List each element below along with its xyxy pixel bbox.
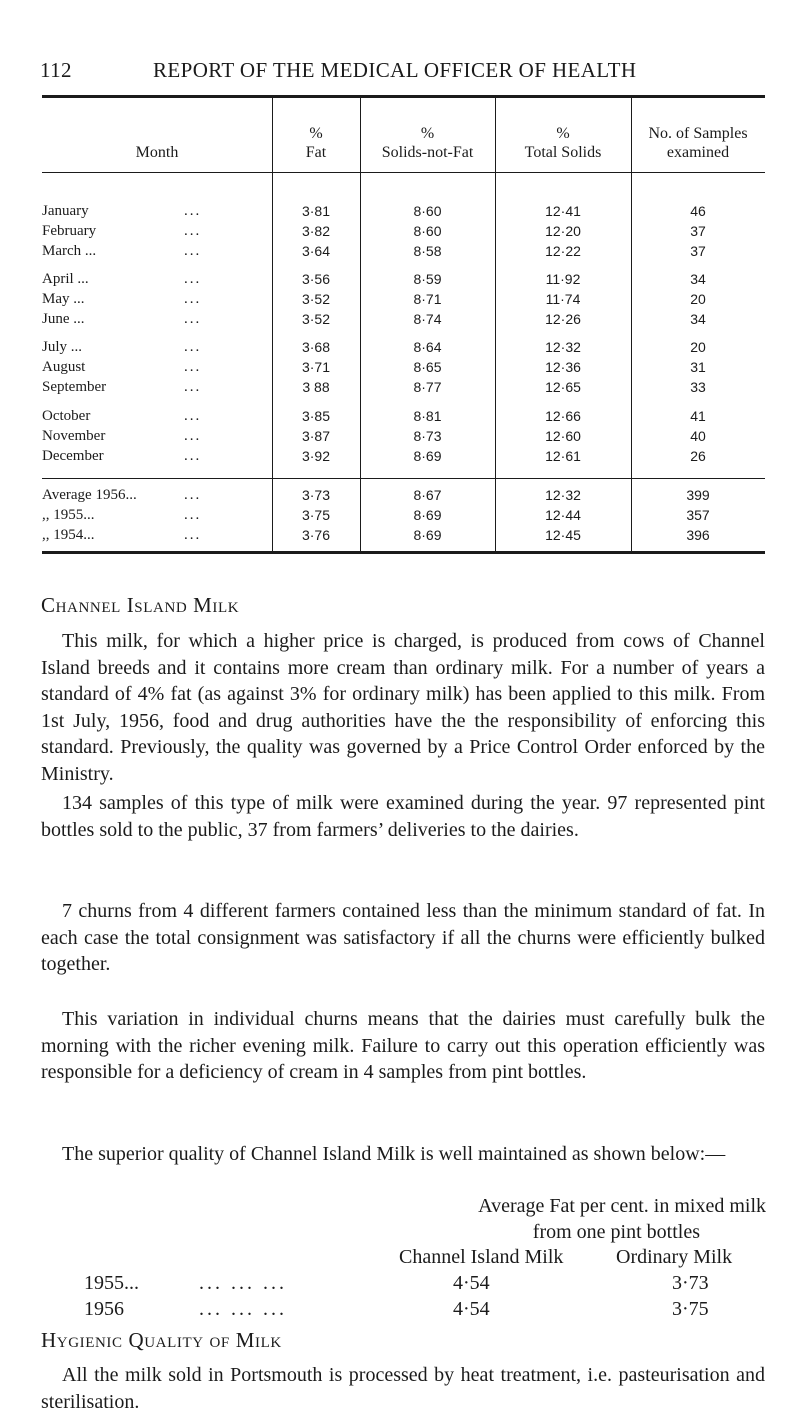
cell-total: 12·41	[545, 203, 581, 219]
cell-total: 12·22	[545, 243, 581, 259]
cell-total: 11·92	[545, 271, 581, 287]
header-total-solids: % Total Solids	[524, 125, 602, 161]
table-row	[42, 448, 765, 468]
row-label-text: October	[42, 408, 91, 424]
cell-fat: 3·64	[301, 243, 331, 259]
comparison-dots: ... ... ...	[199, 1298, 287, 1320]
cell-samples: 33	[690, 379, 706, 395]
paragraph: All the milk sold in Portsmouth is processed by heat treatment, i.e. pasteurisation and sterilisation.	[41, 1364, 765, 1413]
cell-samples: 37	[690, 223, 706, 239]
table-row	[42, 359, 765, 379]
cell-fat: 3·87	[301, 428, 331, 444]
leader-dots: ...	[184, 243, 202, 259]
table-row	[42, 428, 765, 448]
header-solids-not-fat: % Solids-not-Fat	[381, 125, 474, 161]
cell-samples: 40	[690, 428, 706, 444]
comparison-channel: 4·54	[453, 1272, 490, 1294]
comparison-year: 1955...	[84, 1272, 139, 1294]
cell-total: 12·66	[545, 408, 581, 424]
leader-dots: ...	[184, 311, 202, 327]
cell-snf: 8·69	[413, 448, 442, 464]
row-label-text: June ...	[42, 311, 85, 327]
table-row	[42, 291, 765, 311]
paragraph: 134 samples of this type of milk were examined during the year. 97 represented pint bottles sold to the public, 37 from farmers’ deliveries to the dairies.	[41, 792, 765, 841]
cell-snf: 8·77	[413, 379, 442, 395]
cell-snf: 8·60	[413, 223, 442, 239]
cell-snf: 8·60	[413, 203, 442, 219]
cell-samples: 20	[690, 339, 706, 355]
cell-total: 12·20	[545, 223, 581, 239]
leader-dots: ...	[184, 339, 202, 355]
leader-dots: ...	[184, 359, 202, 375]
table-bottom-rule	[42, 551, 765, 554]
cell-samples: 31	[690, 359, 706, 375]
cell-total: 12·45	[545, 527, 581, 543]
table-row	[42, 379, 765, 399]
row-label-text: February	[42, 223, 97, 239]
cell-total: 12·60	[545, 428, 581, 444]
comparison-channel: 4·54	[453, 1298, 490, 1320]
paragraph: This variation in individual churns means that the dairies must carefully bulk the morning with the richer evening milk. Failure to carry out this operation efficiently was responsible for a deficiency of cream in 4 samples from pint bottles.	[41, 1008, 765, 1083]
cell-snf: 8·64	[413, 339, 442, 355]
cell-samples: 357	[686, 507, 710, 523]
row-label-text: January	[42, 203, 89, 219]
leader-dots: ...	[184, 428, 202, 444]
average-row	[42, 487, 765, 507]
leader-dots: ...	[184, 487, 202, 503]
row-label-text: ,, 1955...	[42, 507, 95, 523]
cell-total: 12·61	[545, 448, 581, 464]
cell-fat: 3·56	[301, 271, 331, 287]
cell-samples: 396	[686, 527, 710, 543]
table-average-rule	[42, 478, 765, 479]
header-fat: % Fat	[305, 125, 327, 161]
cell-total: 12·32	[545, 339, 581, 355]
leader-dots: ...	[184, 223, 202, 239]
leader-dots: ...	[184, 448, 202, 464]
cell-snf: 8·65	[413, 359, 442, 375]
comparison-column-headers	[84, 1246, 774, 1272]
header-samples: No. of Samples examined	[648, 125, 748, 161]
cell-fat: 3·68	[301, 339, 331, 355]
col-ordinary: Ordinary Milk	[616, 1246, 733, 1268]
comparison-caption: Average Fat per cent. in mixed milk	[478, 1195, 766, 1217]
comparison-row	[84, 1272, 774, 1298]
cell-total: 12·36	[545, 359, 581, 375]
table-row	[42, 408, 765, 428]
comparison-ordinary: 3·73	[672, 1272, 709, 1294]
leader-dots: ...	[184, 291, 202, 307]
table-row	[42, 203, 765, 223]
cell-total: 12·32	[545, 487, 581, 503]
cell-fat: 3·75	[301, 507, 331, 523]
comparison-row	[84, 1298, 774, 1324]
row-label-text: Average 1956...	[42, 487, 137, 503]
row-label-text: April ...	[42, 271, 89, 287]
cell-snf: 8·73	[413, 428, 442, 444]
section-heading-hygienic: Hygienic Quality of Milk	[41, 1328, 282, 1352]
leader-dots: ...	[184, 271, 202, 287]
cell-samples: 26	[690, 448, 706, 464]
cell-snf: 8·71	[413, 291, 442, 307]
comparison-caption: from one pint bottles	[532, 1221, 700, 1243]
cell-fat: 3 88	[302, 379, 330, 395]
cell-fat: 3·52	[301, 311, 331, 327]
paragraph: 7 churns from 4 different farmers contained less than the minimum standard of fat. In each case the total consignment was satisfactory if all the churns were efficiently bulked together.	[41, 900, 765, 975]
page-number: 112	[40, 58, 72, 82]
cell-total: 12·44	[545, 507, 581, 523]
row-label-text: May ...	[42, 291, 85, 307]
cell-fat: 3·82	[301, 223, 331, 239]
row-label-text: December	[42, 448, 104, 464]
cell-total: 11·74	[545, 291, 581, 307]
comparison-dots: ... ... ...	[199, 1272, 287, 1294]
cell-fat: 3·81	[301, 203, 331, 219]
row-label-text: ,, 1954...	[42, 527, 95, 543]
cell-fat: 3·76	[301, 527, 331, 543]
table-row	[42, 243, 765, 263]
cell-samples: 41	[690, 408, 706, 424]
paragraph: The superior quality of Channel Island Milk is well maintained as shown below:—	[62, 1143, 726, 1165]
table-row	[42, 311, 765, 331]
cell-samples: 34	[690, 311, 706, 327]
leader-dots: ...	[184, 527, 202, 543]
leader-dots: ...	[184, 203, 202, 219]
cell-samples: 20	[690, 291, 706, 307]
average-row	[42, 527, 765, 547]
cell-total: 12·26	[545, 311, 581, 327]
cell-samples: 37	[690, 243, 706, 259]
cell-snf: 8·58	[413, 243, 442, 259]
cell-snf: 8·69	[413, 507, 442, 523]
paragraph: This milk, for which a higher price is charged, is produced from cows of Channel Island breeds and it contains more cream than ordinary milk. For a number of years a standard of 4% fat (as against 3% for ordinary milk) has been applied to this milk. From 1st July, 1956, food and drug authorities have the the responsibility of enforcing this standard. Previously, the quality was governed by a Price Control Order enforced by the Ministry.	[41, 630, 765, 785]
cell-snf: 8·67	[413, 487, 442, 503]
header-month: Month	[135, 144, 179, 161]
cell-snf: 8·59	[413, 271, 442, 287]
page-title: REPORT OF THE MEDICAL OFFICER OF HEALTH	[153, 58, 637, 82]
cell-snf: 8·69	[413, 527, 442, 543]
cell-fat: 3·85	[301, 408, 331, 424]
leader-dots: ...	[184, 507, 202, 523]
leader-dots: ...	[184, 379, 202, 395]
cell-total: 12·65	[545, 379, 581, 395]
cell-samples: 46	[690, 203, 706, 219]
average-row	[42, 507, 765, 527]
cell-fat: 3·73	[301, 487, 331, 503]
row-label-text: March ...	[42, 243, 97, 259]
row-label-text: July ...	[42, 339, 83, 355]
row-label-text: August	[42, 359, 86, 375]
cell-fat: 3·92	[301, 448, 331, 464]
row-label-text: September	[42, 379, 107, 395]
row-label-text: November	[42, 428, 106, 444]
cell-samples: 34	[690, 271, 706, 287]
section-heading-channel-island: Channel Island Milk	[41, 593, 240, 617]
cell-samples: 399	[686, 487, 710, 503]
table-row	[42, 339, 765, 359]
comparison-year: 1956	[84, 1298, 124, 1320]
table-header-rule	[42, 172, 765, 173]
cell-snf: 8·81	[413, 408, 442, 424]
table-row	[42, 271, 765, 291]
cell-fat: 3·52	[301, 291, 331, 307]
comparison-ordinary: 3·75	[672, 1298, 709, 1320]
cell-fat: 3·71	[301, 359, 331, 375]
cell-snf: 8·74	[413, 311, 442, 327]
col-channel-island: Channel Island Milk	[399, 1246, 564, 1268]
leader-dots: ...	[184, 408, 202, 424]
table-row	[42, 223, 765, 243]
